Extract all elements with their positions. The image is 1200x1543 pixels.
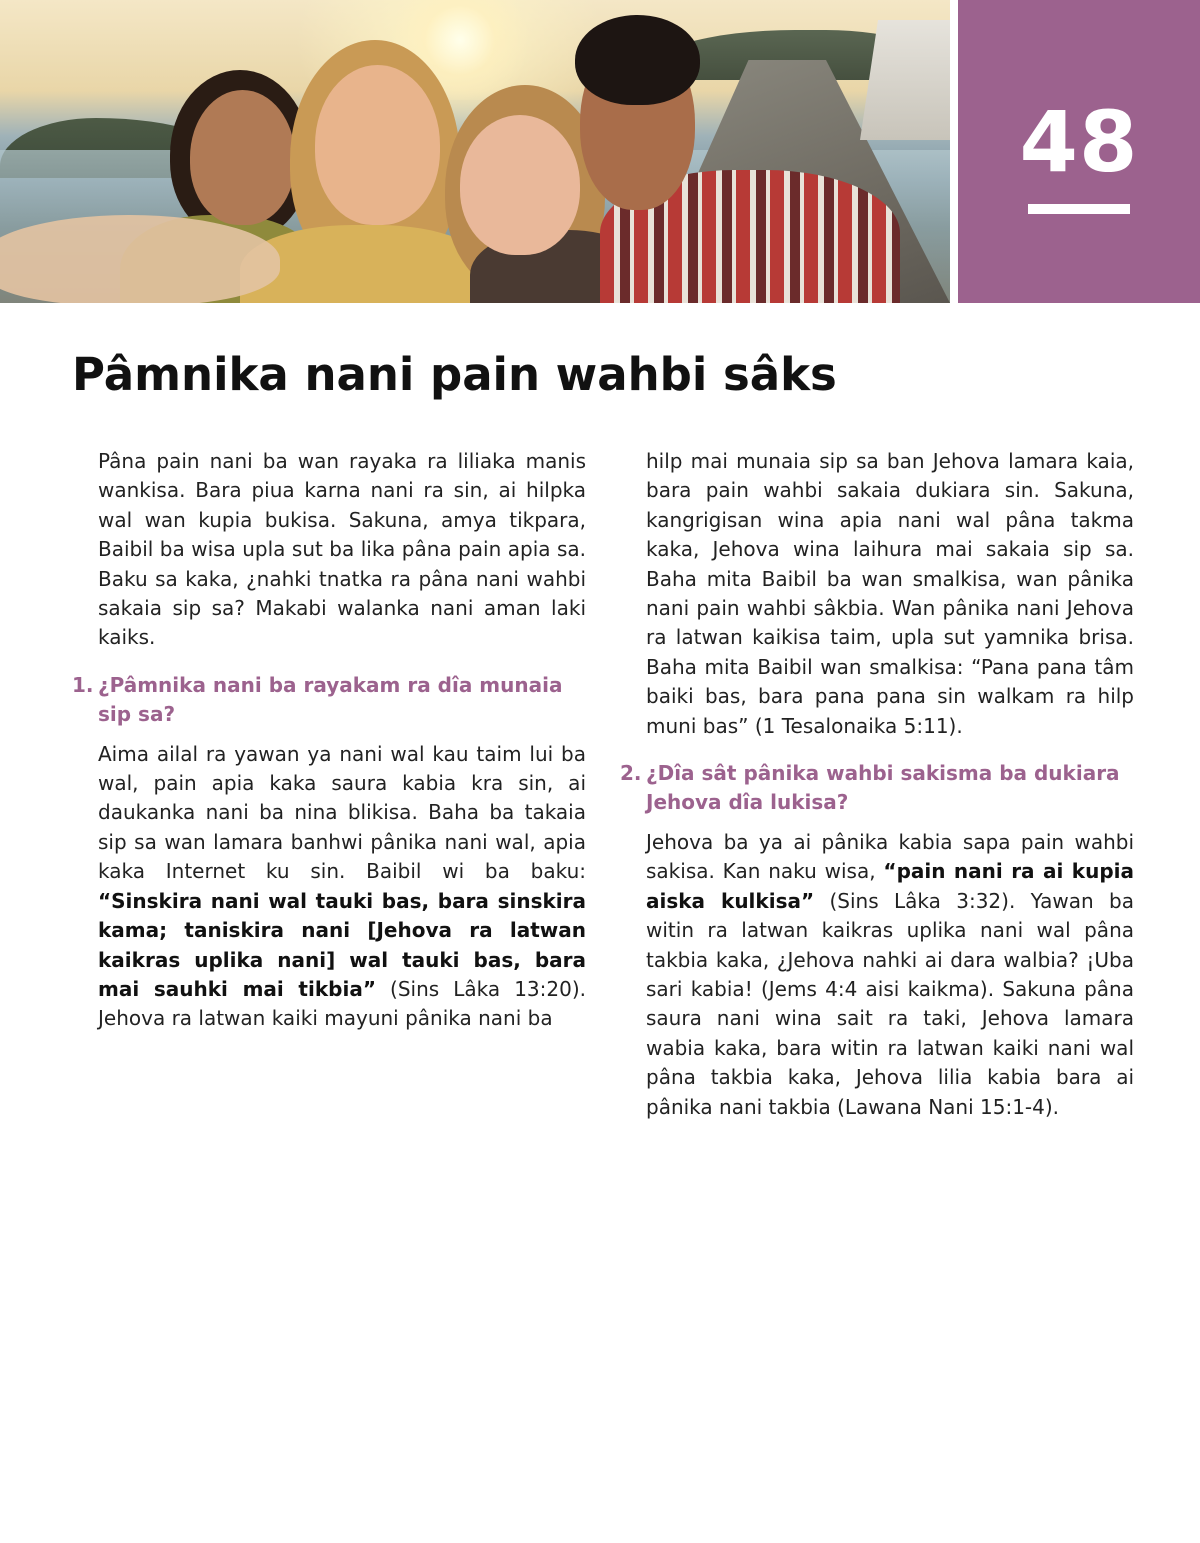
lesson-number-block [958, 0, 1200, 303]
section-1-text-b: (Sins Lâka 13:20). Jehova ra latwan kaiki mayuni pânika nani ba [98, 976, 586, 1031]
intro-paragraph: Pâna pain nani ba wan rayaka ra liliaka manis wankisa. Bara piua karna nani ra sin, ai hilpka wal wan kupia bukisa. Sakuna, amya tikpara, Baibil ba wisa upla sut ba lika pâna pain apia sa. Baku sa kaka, ¿nahki tnatka ra pâna nani wahbi sakaia sip sa? Makabi walanka nani aman laki kaiks. [98, 449, 586, 650]
section-1-paragraph-continued: hilp mai munaia sip sa ban Jehova lamara kaia, bara pain wahbi sakaia dukiara sin. Sakuna, kangrigisan wina apia nani wal pâna takma kaka, Jehova wina laihura mai sakaia sip sa. Baha mita Baibil ba wan smalkisa, wan pânika nani pain wahbi sâkbia. Wan pânika nani Jehova ra latwan kaikisa taim, upla sut yamnika brisa. Baha mita Baibil wan smalkisa: “Pana pana tâm baiki bas, bara pana pana sin walkam ra hilp muni bas” (1 Tesalonaika 5:11). [646, 449, 1134, 738]
section-2-quote: “pain nani ra ai kupia aiska kulkisa” [646, 859, 1134, 913]
section-1-paragraph [98, 740, 586, 1034]
person-2-face [315, 65, 440, 225]
right-column [620, 447, 1134, 1122]
section-2-text-a: Jehova ba ya ai pânika kabia sapa pain wahbi sakisa. Kan naku wisa, [646, 829, 1134, 884]
section-2-heading-text: ¿Dîa sât pânika wahbi sakisma ba dukiara Jehova dîa lukisa? [646, 761, 1120, 815]
section-2-heading [620, 759, 1134, 818]
section-1-heading-text: ¿Pâmnika nani ba rayakam ra dîa munaia sip sa? [98, 672, 563, 727]
person-4-hair [575, 15, 700, 105]
section-2-paragraph [646, 828, 1134, 1122]
section-1-text-a: Aima ailal ra yawan ya nani wal kau taim lui ba wal, pain apia kaka saura kabia kra sin, ai daukanka nani ba nina blikisa. Baha ba takaia sip sa wan lamara banhwi pânika nani wal, apia kaka Internet ku sin. Baibil wi ba baku: [98, 741, 586, 884]
section-1-heading [72, 671, 586, 730]
section-1-quote: “Sinskira nani wal tauki bas, bara sinskira kama; taniskira nani [Jehova ra latwan kaikras uplika nani] wal tauki bas, bara mai sauhki mai tikbia” [98, 888, 586, 1001]
lesson-number-underline [1028, 204, 1130, 214]
section-1-number: 1. [72, 672, 94, 697]
person-1-face [190, 90, 295, 225]
person-3-face [460, 115, 580, 255]
outstretched-arm [0, 215, 280, 303]
lesson-number: 48 [1019, 93, 1139, 191]
left-column [72, 447, 586, 1034]
section-2-text-b: (Sins Lâka 3:32). Yawan ba witin ra latwan kaikras uplika nani wal pâna takbia kaka, ¿Jehova nahki ai dara walbia? ¡Uba sari kabia! (Jems 4:4 aisi kaikma). Sakuna pâna saura nani wina sait ra taki, Jehova lamara wabia kaka, bara witin ra latwan kaiki nani wal pâna takbia kaka, Jehova lilia kabia bara ai pânika nani takbia (Lawana Nani 15:1-4). [646, 888, 1134, 1119]
section-2-number: 2. [620, 761, 642, 786]
page-title: Pâmnika nani pain wahbi sâks [72, 348, 837, 401]
header-photo [0, 0, 950, 303]
